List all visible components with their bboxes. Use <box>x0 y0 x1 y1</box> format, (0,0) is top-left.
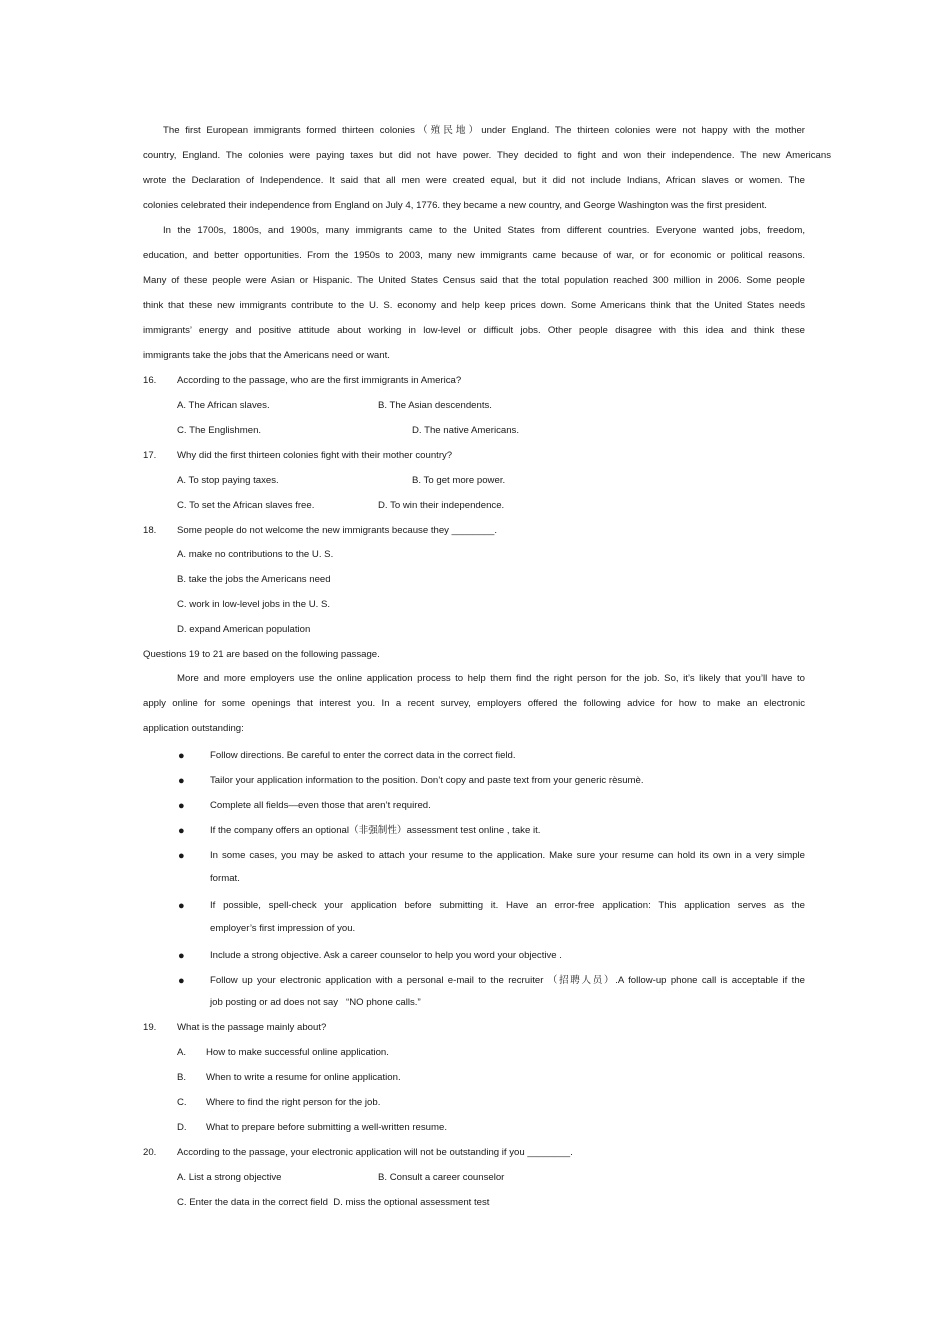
question-stem: Some people do not welcome the new immigrants because they ________. <box>177 525 497 536</box>
option-b: B. To get more power. <box>412 475 506 486</box>
bullet-icon: ● <box>178 900 185 912</box>
option-text: When to write a resume for online application. <box>206 1072 401 1083</box>
passage1-p2-line1: In the 1700s, 1800s, and 1900s, many immigrants came to the United States from different countries. Everyone wanted jobs, freedom, <box>163 225 805 236</box>
option-b: B. Consult a career counselor <box>378 1172 505 1183</box>
option-text: Where to find the right person for the job. <box>206 1097 381 1108</box>
option-d: D. expand American population <box>177 624 311 635</box>
bullet-icon: ● <box>178 975 185 987</box>
option-a: A. The African slaves. <box>177 400 270 411</box>
question-number: 20. <box>143 1147 157 1158</box>
passage1-p2-line4: think that these new immigrants contribute to the U. S. economy and help keep prices down. Some Americans think that the United States needs <box>143 300 805 311</box>
passage2-line3: application outstanding: <box>143 723 244 734</box>
question-number: 18. <box>143 525 157 536</box>
option-a: A. To stop paying taxes. <box>177 475 279 486</box>
question-stem: What is the passage mainly about? <box>177 1022 327 1033</box>
question-stem: Why did the first thirteen colonies fight with their mother country? <box>177 450 453 461</box>
passage1-p1-line3: wrote the Declaration of Independence. It said that all men were created equal, but it did not include Indians, African slaves or women. The <box>143 175 805 186</box>
option-letter: D. <box>177 1122 187 1133</box>
bullet-text: Follow directions. Be careful to enter the correct data in the correct field. <box>210 750 516 761</box>
passage1-p2-line6: immigrants take the jobs that the Americans need or want. <box>143 350 390 361</box>
bullet-text: Follow up your electronic application with a personal e-mail to the recruiter （招聘人员）.A follow-up phone call is acceptable if the <box>210 975 805 986</box>
option-letter: A. <box>177 1047 187 1058</box>
bullet-text: Include a strong objective. Ask a career counselor to help you word your objective . <box>210 950 562 961</box>
option-d: D. To win their independence. <box>378 500 505 511</box>
bullet-text-continued: employer’s first impression of you. <box>210 923 356 934</box>
question-number: 19. <box>143 1022 157 1033</box>
section-intro: Questions 19 to 21 are based on the following passage. <box>143 649 380 660</box>
option-c: C. To set the African slaves free. <box>177 500 315 511</box>
option-c: C. work in low-level jobs in the U. S. <box>177 599 331 610</box>
option-b: B. take the jobs the Americans need <box>177 574 331 585</box>
bullet-text: In some cases, you may be asked to attach your resume to the application. Make sure your resume can hold its own in a very simple <box>210 850 805 861</box>
passage1-p2-line2: education, and better opportunities. From the 1950s to 2003, many new immigrants came because of war, or for economic or political reasons. <box>143 250 805 261</box>
question-stem: According to the passage, who are the first immigrants in America? <box>177 375 462 386</box>
passage1-p1-line1: The first European immigrants formed thirteen colonies（殖民地）under England. The thirteen colonies were not happy with the mother <box>163 125 805 136</box>
option-d: D. The native Americans. <box>412 425 520 436</box>
option-text: What to prepare before submitting a well-written resume. <box>206 1122 448 1133</box>
option-text: How to make successful online application. <box>206 1047 389 1058</box>
bullet-text: Tailor your application information to the position. Don’t copy and paste text from your generic rèsumè. <box>210 775 644 786</box>
passage2-line2: apply online for some openings that interest you. In a recent survey, employers offered the following advice for how to make an electronic <box>143 698 805 709</box>
bullet-text: If possible, spell-check your application before submitting it. Have an error-free application: This application serves as the <box>210 900 805 911</box>
passage1-p2-line3: Many of these people were Asian or Hispanic. The United States Census said that the total population reached 300 million in 2006. Some people <box>143 275 805 286</box>
option-letter: B. <box>177 1072 187 1083</box>
question-number: 17. <box>143 450 157 461</box>
bullet-icon: ● <box>178 825 185 837</box>
passage1-p1-line2: country, England. The colonies were paying taxes but did not have power. They decided to fight and won their independence. The new Americans <box>143 150 831 161</box>
bullet-icon: ● <box>178 775 185 787</box>
passage1-p2-line5: immigrants’ energy and positive attitude about working in low-level or difficult jobs. Other people disagree with this idea and think these <box>143 325 805 336</box>
bullet-icon: ● <box>178 800 185 812</box>
option-c-and-d: C. Enter the data in the correct field D. miss the optional assessment test <box>177 1197 490 1208</box>
bullet-text-continued: format. <box>210 873 240 884</box>
question-stem: According to the passage, your electronic application will not be outstanding if you ________. <box>177 1147 573 1158</box>
bullet-icon: ● <box>178 850 185 862</box>
passage2-line1: More and more employers use the online application process to help them find the right person for the job. So, it’s likely that you’ll have to <box>177 673 805 684</box>
passage1-p1-line4: colonies celebrated their independence from England on July 4, 1776. they became a new country, and George Washington was the first president. <box>143 200 767 211</box>
bullet-icon: ● <box>178 750 185 762</box>
bullet-icon: ● <box>178 950 185 962</box>
question-number: 16. <box>143 375 157 386</box>
bullet-text-continued: job posting or ad does not say “NO phone calls.” <box>210 997 421 1008</box>
option-b: B. The Asian descendents. <box>378 400 492 411</box>
bullet-text: Complete all fields—even those that aren’t required. <box>210 800 431 811</box>
option-c: C. The Englishmen. <box>177 425 262 436</box>
option-letter: C. <box>177 1097 187 1108</box>
option-a: A. List a strong objective <box>177 1172 282 1183</box>
option-a: A. make no contributions to the U. S. <box>177 549 334 560</box>
bullet-text: If the company offers an optional（非强制性）assessment test online , take it. <box>210 825 541 836</box>
